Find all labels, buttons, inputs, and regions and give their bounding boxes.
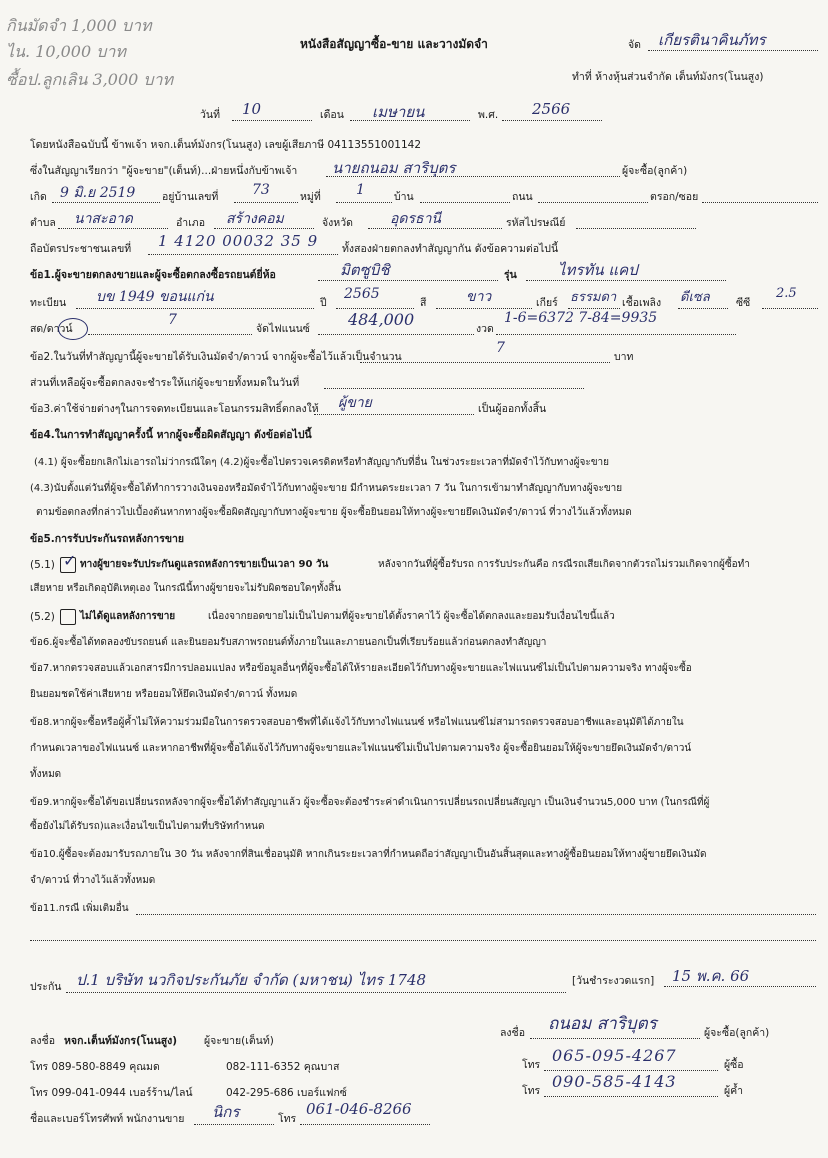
soi-label: ตรอก/ซอย: [650, 191, 699, 203]
buyer-phone-value: 065-095-4267: [552, 1046, 677, 1065]
buyer-phone-line: [544, 1070, 718, 1071]
pencil-note-1: กินมัดจำ 1,000 บาท: [6, 16, 152, 35]
month-label: เดือน: [320, 109, 344, 121]
color-label: สี: [420, 297, 427, 309]
first-due-label: [วันชำระงวดแรก]: [572, 975, 655, 987]
reg-line: [76, 308, 314, 309]
guarantor-phone-role: ผู้ค้ำ: [724, 1085, 744, 1097]
phone-row-2-left: โทร 099-041-0944 เบอร์ร้าน/ไลน์: [30, 1087, 193, 1099]
clause1-text: ข้อ1.ผู้จะขายตกลงขายและผู้จะซื้อตกลงซื้อรถยนต์ยี่ห้อ: [30, 269, 276, 281]
seller-sign-role: ผู้จะขาย(เต็นท์): [204, 1035, 274, 1047]
moo-line: [336, 202, 392, 203]
guarantor-phone-label: โทร: [522, 1085, 541, 1097]
clause2-unit: บาท: [614, 351, 634, 363]
gear-value: ธรรมดา: [570, 290, 617, 305]
remainder-line: ส่วนที่เหลือผู้จะซื้อตกลงจะชำระให้แก่ผู้จะขายทั้งหมดในวันที่: [30, 377, 300, 389]
clause8c: ทั้งหมด: [30, 769, 62, 780]
installment-line: [496, 334, 736, 335]
buyer-phone-role: ผู้ซื้อ: [724, 1059, 744, 1071]
clause5-1-bold: ทางผู้ขายจะรับประกันดูแลรถหลังการขายเป็นเวลา 90 วัน: [80, 559, 329, 570]
clause5-title: ข้อ5.การรับประกันรถหลังการขาย: [30, 533, 185, 545]
day-line: [232, 120, 312, 121]
buyer-role: ผู้จะซื้อ(ลูกค้า): [622, 165, 688, 177]
id-value: 1 4120 00032 35 9: [158, 232, 319, 250]
seller-line: ซึ่งในสัญญาเรียกว่า "ผู้จะขาย"(เต็นท์)...ฝ่ายหนึ่งกับข้าพเจ้า: [30, 165, 298, 177]
color-value: ขาว: [466, 289, 492, 305]
cc-label: ซีซี: [736, 297, 751, 309]
clause5-2-text: เนื่องจากยอดขายไม่เป็นไปตามที่ผู้จะขายได้ตั้งราคาไว้ ผู้จะซื้อได้ตกลงและยอมรับเงื่อนไขนี้แล้ว: [208, 611, 615, 622]
intro-line: โดยหนังสือฉบับนี้ ข้าพเจ้า หจก.เต็นท์มังกร(โนนสูง) เลขผู้เสียภาษี 04113551001142: [30, 139, 422, 151]
clause2-text: ข้อ2.ในวันที่ทำสัญญานี้ผู้จะขายได้รับเงินมัดจำ/ดาวน์ จากผู้จะซื้อไว้แล้วเป็นจำนวน: [30, 351, 402, 363]
clause11-line-1: [136, 914, 816, 915]
clause3-text: ข้อ3.ค่าใช้จ่ายต่างๆในการจดทะเบียนและโอนกรรมสิทธิ์ตกลงให้: [30, 403, 319, 415]
clause11-line-2: [30, 940, 816, 941]
staff-phone-label: โทร: [278, 1113, 297, 1125]
birth-value: 9 มิ.ย 2519: [60, 185, 136, 201]
gear-line: [568, 308, 620, 309]
clause10a: ข้อ10.ผู้ซื้อจะต้องมารับรถภายใน 30 วัน หลังจากที่สินเชื่ออนุมัติ หากเกินระยะเวลาที่กำหนดถือว่าสัญญาเป็นอันสิ้นสุดและทางผู้ซื้อยินยอมให้ทางผู้ขายยึดเงินมัด: [30, 849, 707, 860]
reg-label: ทะเบียน: [30, 297, 67, 309]
cc-value: 2.5: [776, 286, 797, 301]
model-value: ไทรทัน แคป: [558, 261, 638, 279]
phone-row-1-right: 082-111-6352 คุณบาส: [226, 1061, 340, 1073]
clause5-2-checkbox[interactable]: [60, 609, 76, 625]
reg-year-line: [336, 308, 414, 309]
year-value: 2566: [532, 100, 571, 118]
moo-value: 1: [356, 182, 365, 198]
staff-name-line: [194, 1124, 274, 1125]
buyer-sign-label: ลงชื่อ: [500, 1027, 525, 1039]
payment-label: สด/ดาวน์: [30, 323, 73, 335]
clause7a: ข้อ7.หากตรวจสอบแล้วเอกสารมีการปลอมแปลง หรือข้อมูลอื่นๆที่ผู้จะซื้อได้ให้รายละเอียดไว้กับทางผู้จะขายและไฟแนนซ์ไม่เป็นไปตามความจริง ทางผู้จะซื้อ: [30, 663, 692, 674]
cc-line: [762, 308, 818, 309]
ban-label: บ้าน: [394, 191, 414, 203]
clause5-1-text: หลังจากวันที่ผู้ซื้อรับรถ การรับประกันคือ กรณีรถเสียเกิดจากตัวรถไม่รวมเกิดจากผู้ซื้อทำ: [378, 559, 750, 570]
check-icon: ✓: [63, 551, 77, 570]
guarantor-phone-line: [544, 1096, 718, 1097]
tambon-label: ตำบล: [30, 217, 56, 229]
id-line: [148, 254, 338, 255]
postal-line: [576, 228, 696, 229]
buyer-sign-role: ผู้จะซื้อ(ลูกค้า): [704, 1027, 770, 1039]
road-line: [538, 202, 648, 203]
clause5-1-cont: เสียหาย หรือเกิดอุบัติเหตุเอง ในกรณีนี้ทางผู้ขายจะไม่รับผิดชอบใดๆทั้งสิ้น: [30, 583, 342, 594]
clause9b: ซื้อยังไม่ได้รับรถ)และเงื่อนไขเป็นไปตามที่บริษัทกำหนด: [30, 821, 265, 832]
installment-label: งวด: [476, 323, 494, 335]
clause4-title: ข้อ4.ในการทำสัญญาครั้งนี้ หากผู้จะซื้อผิดสัญญา ดังข้อต่อไปนี้: [30, 429, 312, 441]
clause7b: ยินยอมชดใช้ค่าเสียหาย หรือยอมให้ยึดเงินมัดจำ/ดาวน์ ทั้งหมด: [30, 689, 298, 700]
fuel-value: ดีเซล: [680, 290, 710, 305]
tambon-value: นาสะอาด: [74, 211, 133, 227]
amphoe-value: สร้างคอม: [226, 211, 284, 227]
clause11: ข้อ11.กรณี เพิ่มเติมอื่น: [30, 903, 129, 914]
pencil-note-2: ไน. 10,000 บาท: [6, 42, 126, 61]
clause4-1: (4.1) ผู้จะซื้อยกเลิกไม่เอารถไม่ว่ากรณีใดๆ (4.2)ผู้จะซื้อไปตรวจเครดิตหรือทำสัญญากับที่อื่น ในช่วงระยะเวลาที่มัดจำไว้กับทางผู้จะขาย: [34, 457, 610, 468]
province-label: จังหวัด: [322, 217, 353, 229]
road-label: ถนน: [512, 191, 533, 203]
place-value: เกียรตินาคินภัทร: [658, 31, 766, 49]
buyer-signature: ถนอม สาริบุตร: [548, 1014, 657, 1034]
first-due-value: 15 พ.ค. 66: [672, 967, 750, 985]
house-label: อยู่บ้านเลขที่: [162, 191, 219, 203]
ban-line: [420, 202, 510, 203]
staff-phone-line: [300, 1124, 430, 1125]
staff-name: นิกร: [212, 1103, 240, 1121]
clause9a: ข้อ9.หากผู้จะซื้อได้ขอเปลี่ยนรถหลังจากผู้จะซื้อได้ทำสัญญาแล้ว ผู้จะซื้อจะต้องชำระค่าดำเนินการเปลี่ยนรถเปลี่ยนสัญญา เป็นเงินจำนวน5,000 บาท (ในกรณีที่ผู้: [30, 797, 710, 808]
year-line: [502, 120, 602, 121]
seller-sign-label: ลงชื่อ: [30, 1035, 55, 1047]
day-label: วันที่: [200, 109, 220, 121]
fuel-line: [678, 308, 728, 309]
clause3-suffix: เป็นผู้ออกทั้งสิ้น: [478, 403, 547, 415]
clause2-line: [360, 362, 610, 363]
fuel-label: เชื้อเพลิง: [622, 297, 662, 309]
reg-year-label: ปี: [320, 297, 327, 309]
finance-label: จัดไฟแนนซ์: [256, 323, 310, 335]
finance-line: [318, 334, 474, 335]
down-line: [88, 334, 252, 335]
installment-value: 1-6=6372 7-84=9935: [504, 310, 658, 326]
color-line: [436, 308, 532, 309]
id-suffix: ทั้งสองฝ่ายตกลงทำสัญญากัน ดังข้อความต่อไปนี้: [342, 243, 559, 255]
remainder-dots: [324, 388, 584, 389]
model-label: รุ่น: [504, 269, 517, 281]
moo-label: หมู่ที่: [300, 191, 321, 203]
year-label: พ.ศ.: [478, 109, 499, 121]
province-value: อุดรธานี: [390, 211, 441, 227]
gear-label: เกียร์: [536, 297, 558, 309]
phone-row-2-right: 042-295-686 เบอร์แฟกซ์: [226, 1087, 347, 1099]
clause5-1-label: (5.1): [30, 559, 55, 571]
down-circle: [58, 318, 88, 340]
house-no: 73: [252, 182, 270, 198]
house-line: [234, 202, 298, 203]
written-at: ทำที่ ห้างหุ้นส่วนจำกัด เต็นท์มังกร(โนนสูง): [572, 71, 764, 83]
clause4-3a: (4.3)นับตั้งแต่วันที่ผู้จะซื้อได้ทำการวางเงินจองหรือมัดจำไว้กับทางผู้จะขาย มีกำหนดระยะเวลา 7 วัน ในการเข้ามาทำสัญญากับทางผู้จะขาย: [30, 483, 623, 494]
seller-sign-name: หจก.เต็นท์มังกร(โนนสูง): [64, 1035, 178, 1047]
page-title: หนังสือสัญญาซื้อ-ขาย และวางมัดจำ: [300, 37, 488, 51]
postal-label: รหัสไปรษณีย์: [506, 217, 566, 229]
place-label: จัด: [628, 39, 641, 51]
clause8a: ข้อ8.หากผู้จะซื้อหรือผู้ค้ำไม่ให้ความร่วมมือในการตรวจสอบอาชีพที่ได้แจ้งไว้กับทางไฟแนนซ์ หรือไฟแนนซ์ไม่สามารถตรวจสอบอาชีพและอนุมัติได้ภายใน: [30, 717, 684, 728]
brand-value: มิตซูบิชิ: [340, 261, 390, 279]
clause4-3b: ตามข้อตกลงที่กล่าวไปเบื้องต้นหากทางผู้จะซื้อผิดสัญญากับทางผู้จะขาย ผู้จะซื้อยินยอมให้ทางผู้จะขายยึดเงินมัดจำ/ดาวน์ ที่วางไว้แล้วทั้งหมด: [36, 507, 632, 518]
staff-phone-value: 061-046-8266: [306, 1100, 412, 1118]
birth-label: เกิด: [30, 191, 47, 203]
clause3-line: [314, 414, 474, 415]
buyer-name: นายถนอม สาริบุตร: [332, 159, 456, 177]
soi-line: [702, 202, 818, 203]
buyer-phone-label: โทร: [522, 1059, 541, 1071]
insurance-label: ประกัน: [30, 981, 62, 993]
id-label: ถือบัตรประชาชนเลขที่: [30, 243, 132, 255]
clause3-payer: ผู้ขาย: [338, 395, 372, 411]
buyer-sign-line: [530, 1038, 700, 1039]
insurance-line: [66, 992, 566, 993]
clause5-2-label: (5.2): [30, 611, 55, 623]
guarantor-phone-value: 090-585-4143: [552, 1072, 677, 1091]
staff-label: ชื่อและเบอร์โทรศัพท์ พนักงานขาย: [30, 1113, 185, 1125]
phone-row-1-left: โทร 089-580-8849 คุณมด: [30, 1061, 160, 1073]
clause5-2-bold: ไม่ได้ดูแลหลังการขาย: [80, 611, 176, 622]
day-value: 10: [242, 100, 262, 118]
reg-year: 2565: [344, 286, 380, 302]
insurance-value: ป.1 บริษัท นวกิจประกันภัย จำกัด (มหาชน) ไทร 1748: [76, 971, 427, 989]
clause2-amount: 7: [496, 340, 505, 356]
clause10b: จำ/ดาวน์ ที่วางไว้แล้วทั้งหมด: [30, 875, 156, 886]
month-value: เมษายน: [372, 103, 425, 121]
finance-value: 484,000: [348, 310, 415, 329]
down-value: 7: [168, 312, 177, 328]
clause6: ข้อ6.ผู้จะซื้อได้ทดลองขับรถยนต์ และยินยอมรับสภาพรถยนต์ทั้งภายในและภายนอกเป็นที่เรียบร้อยแล้วก่อนตกลงทำสัญญา: [30, 637, 547, 648]
amphoe-label: อำเภอ: [176, 217, 206, 229]
pencil-note-3: ซื้อป.ลูกเลิน 3,000 บาท: [6, 70, 174, 89]
clause8b: กำหนดเวลาของไฟแนนซ์ และหากอาชีพที่ผู้จะซื้อได้แจ้งไว้กับทางผู้จะขายและไฟแนนซ์ไม่เป็นไปตามความจริง ผู้จะซื้อยินยอมให้ผู้จะขายยึดเงินมัดจำ/ดาวน์: [30, 743, 692, 754]
reg-value: บข 1949 ขอนแก่น: [96, 289, 214, 305]
